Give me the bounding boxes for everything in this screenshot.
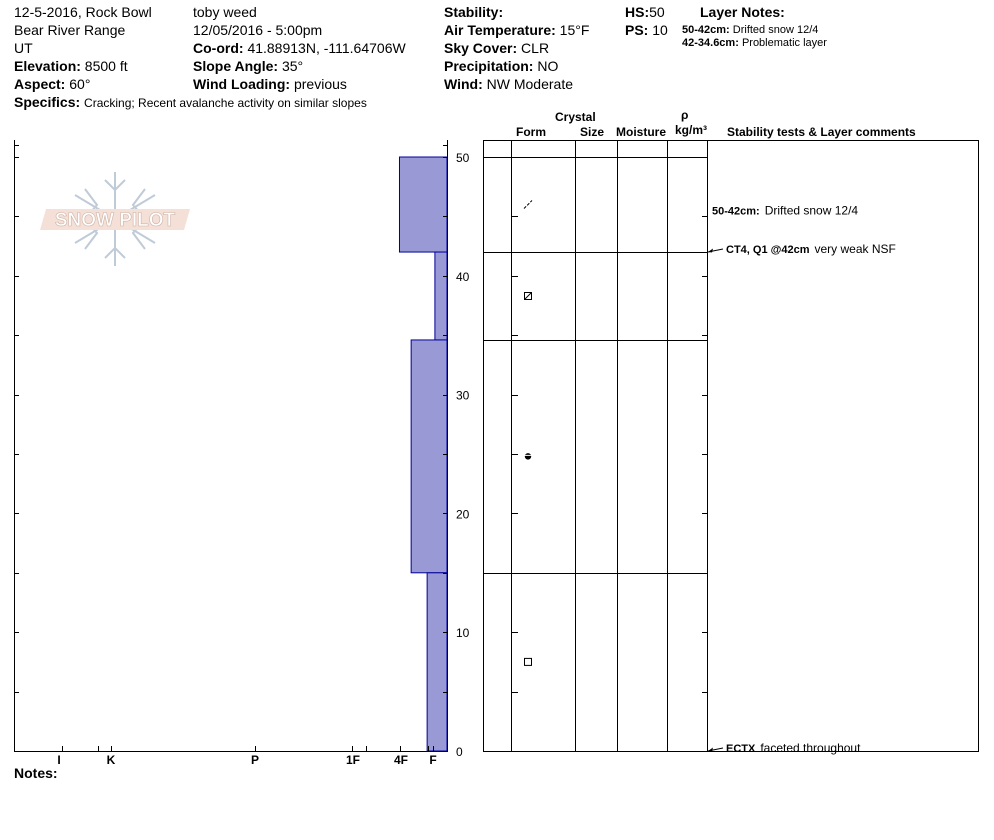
stability-comments (708, 203, 896, 755)
height-label: 40 (456, 269, 470, 284)
sky-cover-value: CLR (521, 40, 550, 56)
height-label: 30 (456, 388, 470, 403)
precipitation-particle-icon (524, 201, 532, 209)
coord-value: 41.88913N, -111.64706W (247, 40, 406, 56)
hardness-label: I (57, 753, 61, 767)
notes-label: Notes: (14, 765, 58, 781)
hardness-layer-bar (411, 340, 447, 573)
elevation-label: Elevation: (14, 58, 81, 74)
hardness-label: P (250, 753, 260, 767)
height-label: 20 (456, 507, 470, 522)
slope-label: Slope Angle: (193, 58, 279, 74)
density-unit-header: kg/m³ (675, 123, 708, 137)
wind-label: Wind: (444, 76, 483, 92)
hardness-layer-bar (427, 573, 447, 751)
wind-value: NW Moderate (486, 76, 573, 92)
crystal-header: Crystal (555, 110, 596, 124)
watermark-text: SNOW PILOT (54, 210, 176, 231)
height-label: 0 (456, 745, 463, 759)
comment-bold: ECTX (726, 743, 756, 755)
ps-label: PS: (625, 22, 649, 38)
facet-square (525, 658, 532, 665)
slope-value: 35° (281, 58, 304, 74)
precip-label: Precipitation: (444, 58, 534, 74)
hardness-label: F (429, 753, 437, 767)
facet-diagonal (525, 292, 532, 299)
hardness-label: K (106, 753, 116, 767)
layer-note-range: 50-42cm: (682, 24, 730, 36)
hardness-layer-bar (399, 157, 447, 252)
melt-freeze-dot (525, 453, 531, 459)
hardness-axis-labels (57, 753, 436, 767)
hardness-layers (399, 157, 447, 751)
air-temp-label: Air Temperature: (444, 22, 556, 38)
specifics-label: Specifics: (14, 94, 81, 110)
observation-datetime: 12/05/2016 - 5:00pm (193, 22, 323, 38)
hardness-label: 4F (393, 753, 409, 767)
stability-label: Stability: (444, 4, 504, 20)
comment-text: faceted throughout (760, 741, 861, 755)
location-title: 12-5-2016, Rock Bowl (14, 4, 152, 20)
height-axis-labels (456, 151, 470, 759)
crystal-form-symbols (524, 201, 532, 666)
layer-note-text: Problematic layer (741, 37, 827, 49)
faceted-crystal-icon (525, 658, 532, 665)
comment-row (708, 242, 896, 256)
comment-bold: CT4, Q1 @42cm (726, 244, 810, 257)
precip-value: NO (537, 58, 559, 74)
ps-value: 10 (652, 22, 668, 38)
wind-loading-label: Wind Loading: (193, 76, 291, 92)
moisture-header: Moisture (616, 125, 667, 139)
elevation-value: 8500 ft (84, 58, 128, 74)
coord-label: Co-ord: (193, 40, 244, 56)
comment-text: very weak NSF (814, 242, 896, 257)
stability-tests-header: Stability tests & Layer comments (727, 125, 916, 139)
observer-name: toby weed (193, 4, 257, 20)
height-label: 10 (456, 626, 470, 641)
range-name: Bear River Range (14, 22, 126, 38)
comment-row (712, 203, 858, 217)
height-label: 50 (456, 151, 470, 165)
melt-freeze-icon (525, 453, 532, 459)
left-axis-ticks (14, 146, 448, 752)
state-name: UT (14, 40, 33, 56)
form-header: Form (516, 125, 546, 139)
layer-note-range: 42-34.6cm: (682, 37, 739, 49)
sky-cover-label: Sky Cover: (444, 40, 518, 56)
specifics-value: Cracking; Recent avalanche activity on similar slopes (84, 96, 367, 110)
snowpilot-watermark (40, 172, 190, 266)
air-temp-value: 15°F (559, 22, 590, 38)
comment-arrow-head (708, 748, 713, 752)
aspect-value: 60° (69, 76, 91, 92)
wind-loading-value: previous (293, 76, 347, 92)
hardness-frame (14, 140, 448, 752)
comment-arrow-head (708, 249, 713, 253)
table-axis-ticks (511, 158, 708, 752)
comment-row (708, 741, 861, 755)
layer-boundary-lines (483, 158, 708, 574)
layer-table-frame (484, 140, 979, 752)
hardness-axis-ticks (63, 746, 434, 751)
hs-label: HS: (625, 4, 650, 20)
layer-note-text: Drifted snow 12/4 (732, 24, 819, 36)
comment-bold: 50-42cm: (712, 205, 760, 218)
layer-notes-title: Layer Notes: (700, 4, 785, 20)
comment-text: Drifted snow 12/4 (764, 203, 859, 218)
size-header: Size (580, 125, 605, 139)
faceted-rounded-icon (525, 292, 532, 299)
density-rho-header: ρ (681, 108, 689, 122)
hardness-layer-bar (435, 252, 447, 340)
hs-value: 50 (649, 4, 665, 20)
precipitation-stroke (524, 201, 532, 209)
hardness-label: 1F (345, 753, 361, 767)
aspect-label: Aspect: (14, 76, 66, 92)
